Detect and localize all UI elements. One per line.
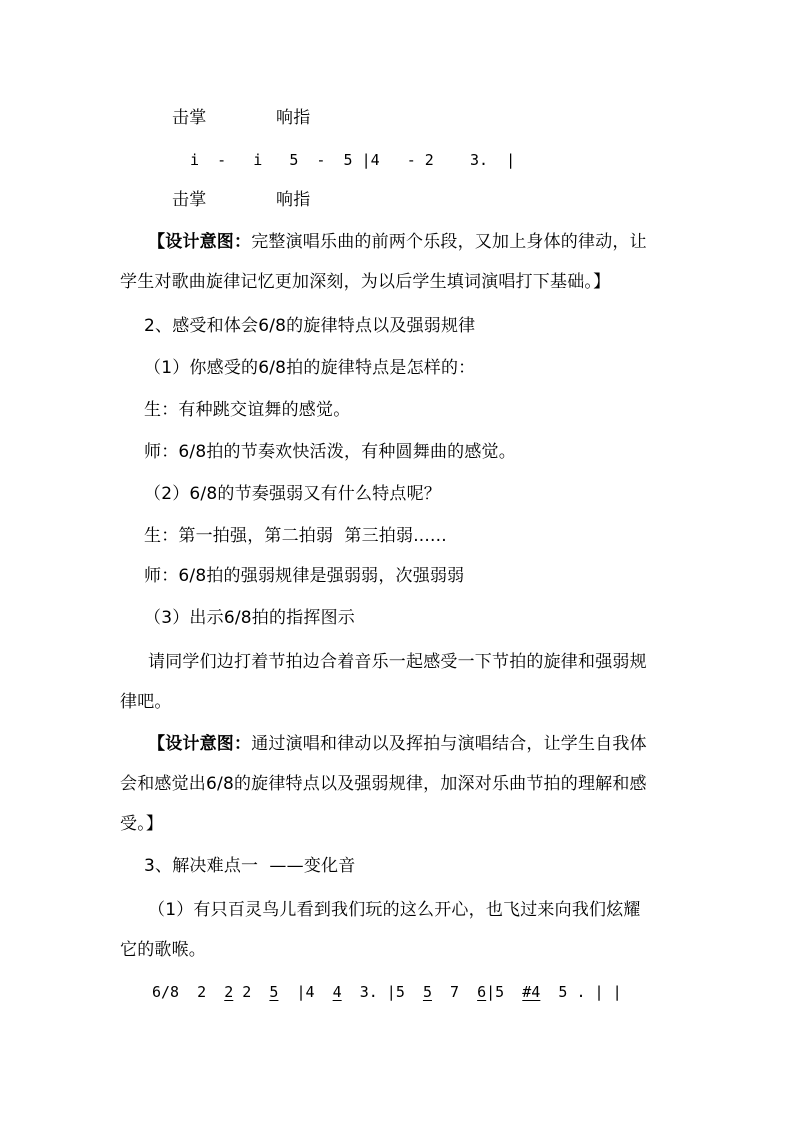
- design-intent-2-text-1: 通过演唱和律动以及挥拍与演唱结合，让学生自我体: [251, 734, 647, 754]
- melody-notation-part: |5: [486, 983, 523, 1001]
- melody-notation-part: 5 . | |: [540, 983, 622, 1001]
- design-intent-2-line3: 受。】: [120, 814, 164, 834]
- design-intent-1-line2: 学生对歌曲旋律记忆更加深刻，为以后学生填词演唱打下基础。】: [120, 272, 611, 292]
- section2-question-3: （3）出示6/8拍的指挥图示: [144, 608, 355, 628]
- design-intent-1-text-1: 完整演唱乐曲的前两个乐段，又加上身体的律动，让: [251, 232, 647, 252]
- design-intent-1-label: 【设计意图：: [148, 232, 252, 252]
- melody-note-underlined: 6: [477, 983, 487, 1001]
- section2-teacher-answer-1: 师：6/8拍的节奏欢快活泼，有种圆舞曲的感觉。: [144, 442, 516, 462]
- design-intent-2-label: 【设计意图：: [148, 734, 252, 754]
- section2-activity-line1: 请同学们边打着节拍边合着音乐一起感受一下节拍的旋律和强弱规: [148, 652, 647, 672]
- section2-student-answer-2: 生：第一拍强，第二拍弱 第三拍弱......: [144, 526, 447, 546]
- section2-heading: 2、感受和体会6/8的旋律特点以及强弱规律: [144, 316, 476, 336]
- melody-notation: [152, 980, 622, 1004]
- melody-notation-part: 2: [233, 983, 270, 1001]
- melody-note-underlined: 5: [422, 983, 432, 1001]
- section3-heading: 3、解决难点一 ——变化音: [144, 856, 356, 876]
- melody-notation-part: 6/8 2: [152, 983, 225, 1001]
- melody-note-underlined: #4: [522, 983, 541, 1001]
- clap-label-1: 击掌: [172, 108, 207, 128]
- melody-notation-part: 7: [431, 983, 478, 1001]
- snap-label-1: 响指: [276, 108, 311, 128]
- melody-notation-part: |4: [278, 983, 333, 1001]
- section2-student-answer-1: 生：有种跳交谊舞的感觉。: [144, 400, 351, 420]
- design-intent-2-line2: 会和感觉出6/8的旋律特点以及强弱规律，加深对乐曲节拍的理解和感: [120, 774, 647, 794]
- snap-label-2: 响指: [276, 190, 311, 210]
- design-intent-2-line1: [148, 732, 647, 756]
- melody-note-underlined: 2: [224, 983, 234, 1001]
- section2-question-1: （1）你感受的6/8拍的旋律特点是怎样的：: [144, 358, 476, 378]
- melody-note-underlined: 4: [332, 983, 342, 1001]
- section2-activity-line2: 律吧。: [120, 692, 172, 712]
- melody-notation-part: 3. |5: [341, 983, 423, 1001]
- section3-question-1-line1: （1）有只百灵鸟儿看到我们玩的这么开心，也飞过来向我们炫耀: [148, 900, 641, 920]
- section3-question-1-line2: 它的歌喉。: [120, 940, 206, 960]
- rhythm-notation-1: i - i 5 - 5 |4 - 2 3. |: [190, 151, 516, 169]
- section2-question-2: （2）6/8的节奏强弱又有什么特点呢？: [144, 484, 441, 504]
- design-intent-1-line1: [148, 230, 647, 254]
- clap-label-2: 击掌: [172, 190, 207, 210]
- melody-note-underlined: 5: [269, 983, 279, 1001]
- section2-teacher-answer-2: 师：6/8拍的强弱规律是强弱弱，次强弱弱: [144, 566, 465, 586]
